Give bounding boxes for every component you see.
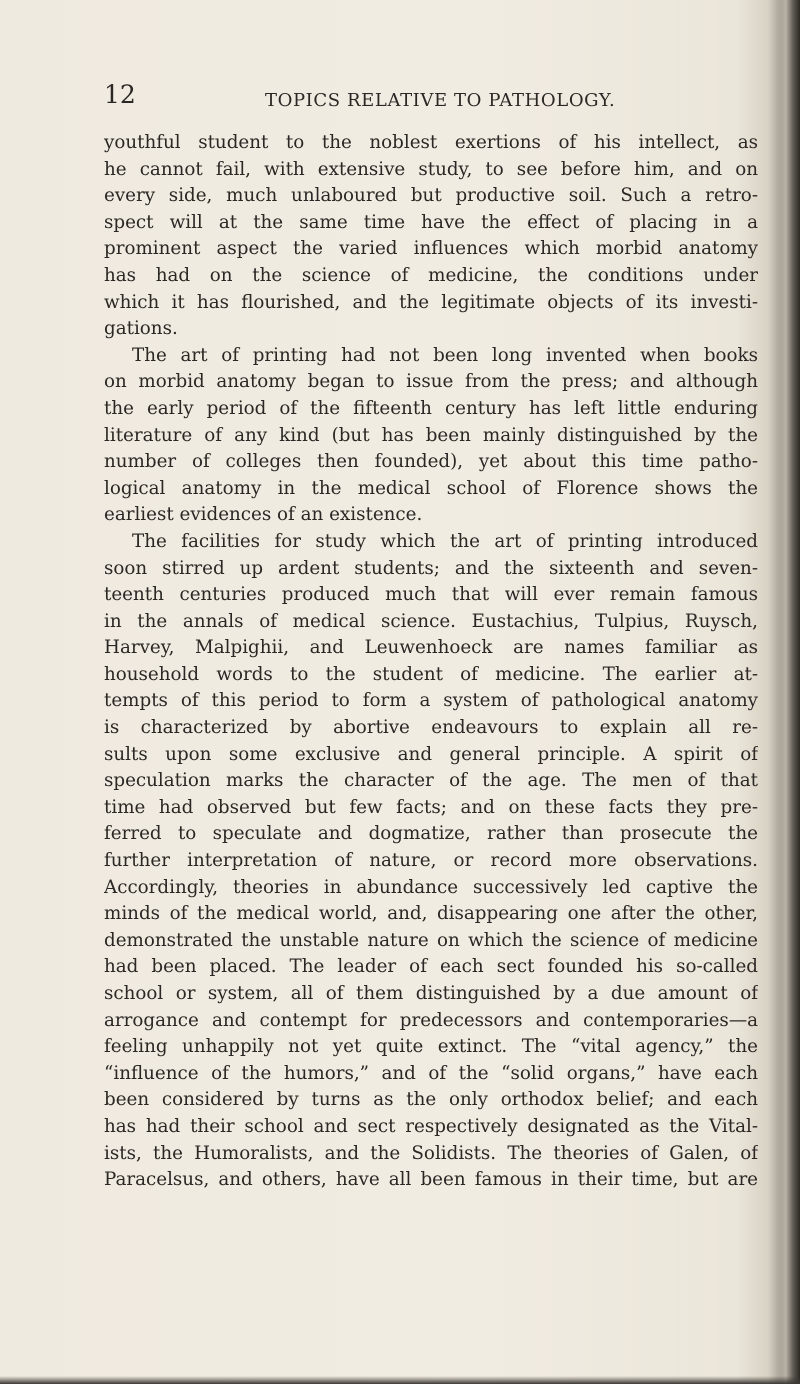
text-line: further interpretation of nature, or record more observations.	[104, 850, 758, 872]
text-line: in the annals of medical science. Eustachius, Tulpius, Ruysch,	[104, 610, 758, 632]
text-line: The art of printing had not been long invented when books	[132, 344, 758, 366]
text-line: number of colleges then founded), yet about this time patho-	[104, 451, 758, 473]
page-bottom-shadow	[0, 1376, 800, 1384]
text-line: which it has flourished, and the legitimate objects of its investi-	[104, 291, 758, 313]
text-line: literature of any kind (but has been mainly distinguished by the	[104, 424, 758, 446]
text-line: speculation marks the character of the age. The men of that	[104, 770, 758, 792]
text-line: youthful student to the noblest exertions of his intellect, as	[104, 132, 758, 153]
text-line: soon stirred up ardent students; and the sixteenth and seven-	[104, 557, 758, 579]
text-line: ferred to speculate and dogmatize, rather than prosecute the	[104, 823, 758, 845]
text-line: had been placed. The leader of each sect founded his so-called	[104, 956, 758, 978]
text-line: Paracelsus, and others, have all been famous in their time, but are	[104, 1169, 758, 1191]
body-text	[104, 130, 758, 1194]
running-head: TOPICS RELATIVE TO PATHOLOGY.	[265, 90, 616, 111]
text-line: arrogance and contempt for predecessors and contemporaries—a	[104, 1009, 758, 1031]
text-line: been considered by turns as the only orthodox belief; and each	[104, 1089, 758, 1111]
text-line: tempts of this period to form a system of pathological anatomy	[104, 690, 758, 712]
text-line: prominent aspect the varied influences which morbid anatomy	[104, 238, 758, 260]
text-line: time had observed but few facts; and on these facts they pre-	[104, 796, 758, 818]
text-line: “influence of the humors,” and of the “solid organs,” have each	[104, 1062, 758, 1084]
text-line: teenth centuries produced much that will ever remain famous	[104, 584, 758, 606]
text-line: has had on the science of medicine, the conditions under	[104, 264, 758, 286]
text-line: every side, much unlaboured but productive soil. Such a retro-	[104, 185, 758, 207]
text-line: feeling unhappily not yet quite extinct. The “vital agency,” the	[104, 1036, 758, 1058]
text-line: ists, the Humoralists, and the Solidists. The theories of Galen, of	[104, 1142, 758, 1164]
text-line: earliest evidences of an existence.	[104, 504, 423, 526]
text-line: on morbid anatomy began to issue from the press; and although	[104, 371, 758, 393]
page-number: 12	[104, 80, 136, 109]
text-line: demonstrated the unstable nature on which the science of medicine	[104, 929, 758, 951]
text-line: Harvey, Malpighii, and Leuwenhoeck are names familiar as	[104, 637, 758, 659]
text-line: The facilities for study which the art of printing introduced	[132, 530, 758, 552]
text-line: logical anatomy in the medical school of Florence shows the	[104, 477, 758, 499]
text-line: the early period of the fifteenth century has left little enduring	[104, 397, 758, 419]
text-line: gations.	[104, 318, 178, 340]
text-line: is characterized by abortive endeavours to explain all re-	[104, 717, 758, 739]
page-edge-shadow	[778, 0, 800, 1384]
text-line: school or system, all of them distinguished by a due amount of	[104, 983, 758, 1004]
text-line: Accordingly, theories in abundance successively led captive the	[104, 876, 758, 898]
text-line: spect will at the same time have the effect of placing in a	[104, 211, 758, 233]
text-line: minds of the medical world, and, disappearing one after the other,	[104, 903, 758, 925]
text-line: he cannot fail, with extensive study, to see before him, and on	[104, 158, 758, 180]
text-line: sults upon some exclusive and general principle. A spirit of	[104, 743, 758, 765]
text-line: household words to the student of medicine. The earlier at-	[104, 663, 758, 685]
text-line: has had their school and sect respectively designated as the Vital-	[104, 1115, 758, 1137]
